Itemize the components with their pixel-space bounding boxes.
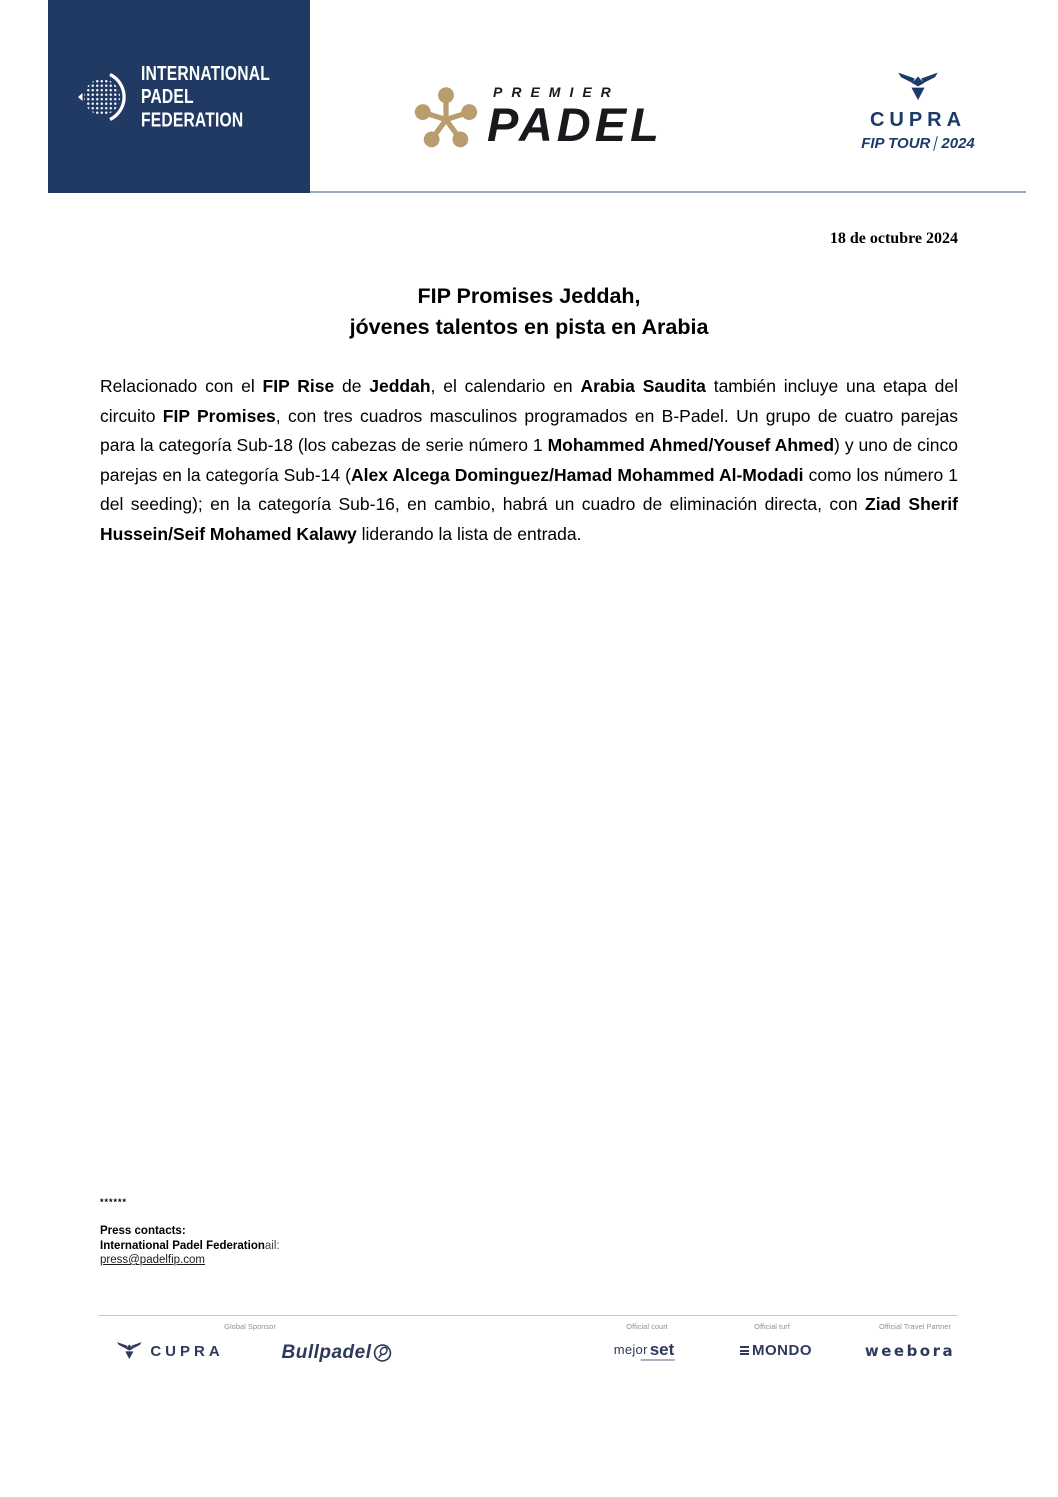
premier-label: PREMIER — [493, 84, 620, 100]
padel-label: PADEL — [487, 98, 663, 151]
bullpadel-logo — [281, 1342, 392, 1364]
ipf-logo — [48, 0, 310, 193]
weebora-wordmark: weebora — [864, 1342, 956, 1360]
sponsor-footer — [0, 1315, 1058, 1405]
fip-tour-label: FIP TOUR — [861, 135, 931, 152]
ipf-line-3: FEDERATION — [140, 108, 244, 132]
sponsor-label-travel: Official Travel Partner — [879, 1322, 951, 1331]
mondo-bars-icon — [740, 1346, 749, 1355]
mondo-logo — [740, 1342, 812, 1359]
cupra-bull-icon — [897, 72, 939, 102]
body-paragraph: Relacionado con el FIP Rise de Jeddah, el calendario en Arabia Saudita también incluye una etapa del circuito FIP Promises, con tres cuadros masculinos programados en B-Padel. Un grupo de cuatro parejas para la categoría Sub-18 (los cabezas de serie número 1 Mohammed Ahmed/Yousef Ahmed) y uno de cinco parejas en la categoría Sub-14 (Alex Alcega Dominguez/Hamad Mohammed Al-Modadi como los número 1 del seeding); en la categoría Sub-16, en cambio, habrá un cuadro de eliminación directa, con Ziad Sherif Hussein/Seif Mohamed Kalawy liderando la lista de entrada. — [100, 376, 959, 544]
footer-divider — [98, 1315, 958, 1316]
sponsor-label-global: Global Sponsor — [224, 1322, 276, 1331]
press-contacts-block — [100, 1224, 280, 1268]
cupra-fip-tour-logo — [843, 72, 993, 152]
press-email-link[interactable]: press@padelfip.com — [100, 1254, 205, 1266]
ipf-dots-icon — [77, 70, 131, 124]
weebora-logo — [865, 1342, 955, 1360]
premier-padel-wordmark — [487, 84, 663, 150]
press-contacts-heading: Press contacts: — [100, 1225, 186, 1237]
org-name: International Padel Federation — [100, 1239, 265, 1252]
bullpadel-wordmark: Bullpadel — [281, 1342, 372, 1363]
page-title — [0, 281, 1058, 343]
date-line: 18 de octubre 2024 — [829, 230, 958, 247]
ipf-logo-text — [141, 62, 270, 132]
premier-flower-icon — [413, 84, 479, 150]
title-line-2: jóvenes talentos en pista en Arabia — [349, 315, 709, 339]
sponsor-label-court: Official court — [626, 1322, 668, 1331]
separator-asterisks: ****** — [100, 1197, 128, 1207]
ipf-line-1: INTERNATIONAL — [140, 61, 270, 85]
sponsor-label-turf: Official turf — [754, 1322, 790, 1331]
divider-slash — [934, 136, 939, 151]
press-contacts-org-line — [100, 1239, 280, 1254]
mejor-wordmark: mejor — [613, 1342, 648, 1357]
mondo-wordmark: MONDO — [752, 1342, 812, 1359]
year-label: 2024 — [941, 135, 975, 152]
mejorset-logo — [614, 1342, 675, 1361]
set-wordmark: set — [649, 1340, 675, 1359]
title-line-1: FIP Promises Jeddah, — [417, 284, 641, 308]
ipf-line-2: PADEL — [140, 84, 194, 109]
bullpadel-racket-icon — [373, 1343, 393, 1363]
cupra-footer-logo — [116, 1342, 223, 1360]
premier-padel-logo — [413, 84, 663, 150]
cupra-bull-icon — [116, 1342, 142, 1360]
cupra-footer-wordmark: CUPRA — [150, 1342, 224, 1360]
mejorset-tagline-bar — [640, 1359, 674, 1361]
cupra-wordmark: CUPRA — [869, 109, 967, 131]
fip-tour-2024-label — [843, 135, 993, 152]
org-suffix: ail: — [264, 1239, 280, 1252]
